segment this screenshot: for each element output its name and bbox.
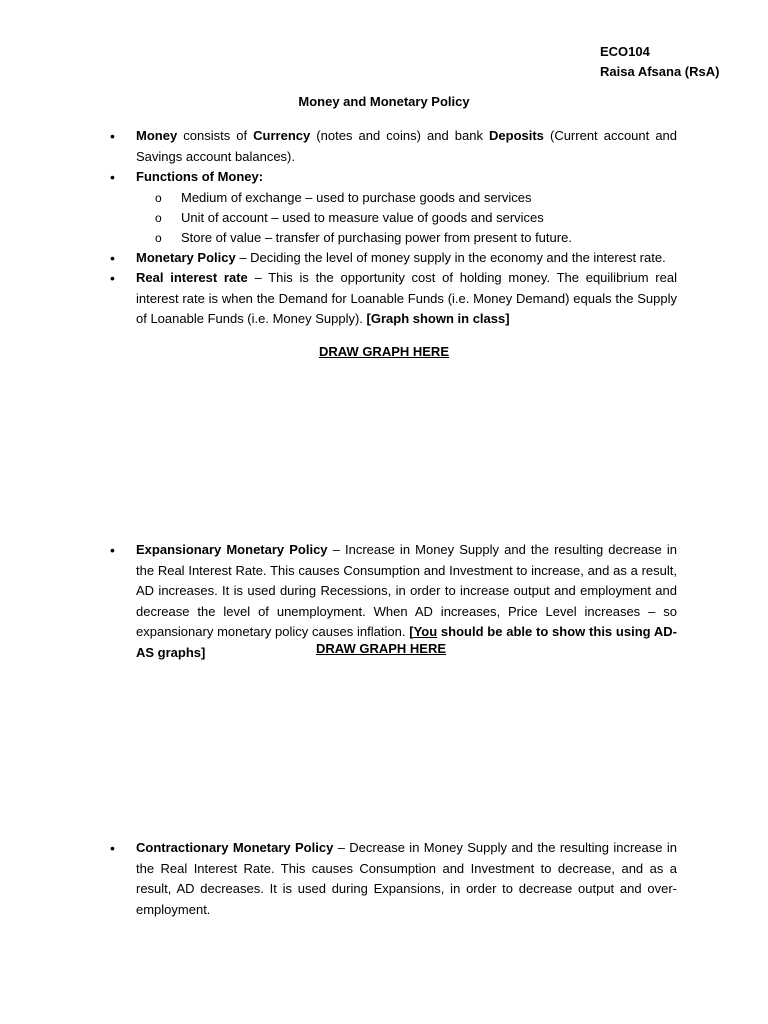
expansionary-term: Expansionary Monetary Policy [136, 542, 328, 557]
contractionary-item [0, 838, 677, 920]
document-header [600, 42, 719, 82]
bullet-marker: • [110, 249, 115, 266]
real-interest-text: – This is the opportunity cost of holding money. The equilibrium real interest rate is when the Demand for Loanable Funds (i.e. Money Demand) equals the Supply of Loanable Funds (i.e. Money Supply). [136, 270, 677, 326]
draw-graph-label-2: DRAW GRAPH HERE [316, 641, 447, 656]
contractionary-text: – Decrease in Money Supply and the resulting increase in the Real Interest Rate. This causes Consumption and Investment to decrease, and as a result, AD decreases. It is used during Expansions, in order to decrease output and over-employment. [136, 840, 677, 917]
bullet-money [0, 126, 677, 167]
sub-bullet-marker: o [155, 210, 162, 225]
bullet-marker: • [110, 169, 115, 185]
monetary-policy-text: – Deciding the level of money supply in the economy and the interest rate. [235, 249, 666, 265]
bullet-list-top [0, 126, 768, 330]
author-name: Raisa Afsana (RsA) [600, 64, 720, 79]
expansionary-text: – Increase in Money Supply and the resulting decrease in the Real Interest Rate. This causes Consumption and Investment to increase, and as a result, AD increases. It is used during Recessions, in order to increase output and employment and decrease the level of unemployment. When AD increases, Price Level increases – so expansionary monetary policy causes inflation. [136, 542, 677, 639]
sub-bullet-marker: o [155, 230, 162, 245]
function-item: Medium of exchange – used to purchase goods and services [181, 189, 532, 205]
expansionary-note: [You should be able to show this using AD-AS graphs] [136, 624, 677, 660]
bullet-marker: • [110, 128, 115, 144]
bullet-monetary-policy [0, 248, 677, 269]
bullet-contractionary [0, 838, 768, 920]
sub-bullet-marker: o [155, 190, 162, 205]
bullet-expansionary [0, 540, 768, 663]
contractionary-term: Contractionary Monetary Policy [136, 840, 334, 855]
bullet-real-interest-rate [0, 268, 677, 330]
draw-graph-label: DRAW GRAPH HERE [318, 344, 449, 359]
sub-bullet-function [0, 228, 681, 248]
function-item: Store of value – transfer of purchasing power from present to future. [181, 229, 572, 245]
functions-heading: Functions of Money: [136, 169, 264, 184]
real-interest-term: Real interest rate [136, 270, 248, 285]
bullet-functions [0, 167, 677, 188]
real-interest-note: [Graph shown in class] [366, 311, 510, 326]
sub-bullet-function [0, 188, 681, 208]
money-definition: Money consists of Currency (notes and coins) and bank Deposits (Current account and Savings account balances). [136, 128, 678, 164]
sub-bullet-function [0, 208, 681, 228]
bullet-marker: • [110, 542, 115, 558]
bullet-marker: • [110, 270, 115, 286]
function-item: Unit of account – used to measure value of goods and services [181, 209, 544, 225]
course-code: ECO104 [600, 44, 650, 59]
monetary-policy-term: Monetary Policy [136, 249, 236, 265]
page-title: Money and Monetary Policy [298, 94, 470, 109]
bullet-marker: • [110, 840, 115, 856]
